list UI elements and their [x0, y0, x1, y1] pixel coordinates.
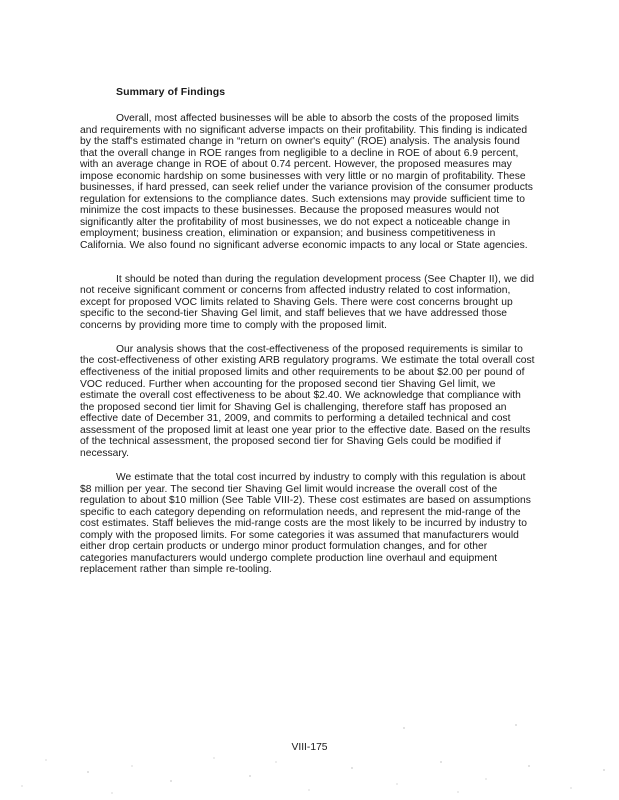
paragraph-total-cost: We estimate that the total cost incurred by industry to comply with this regulation is about $8 million per year. The second tier Shaving Gel limit would increase the overall cost of the regulation to about $10 million (See Table VIII-2). These cost estimates are based on assumptions specific to each category depending on reformulation needs, and represent the mid-range of the cost estimates. Staff believes the mid-range costs are the most likely to be incurred by industry to comply with the proposed limits. For some categories it was assumed that manufacturers would either drop certain products or undergo minor product formulation changes, and for other categories manufacturers would undergo complete production line overhaul and equipment replacement rather than simple re-tooling. [80, 471, 531, 576]
paragraph-cost-effectiveness: Our analysis shows that the cost-effectiveness of the proposed requirements is similar to the cost-effectiveness of other existing ARB regulatory programs. We estimate the total overall cost effectiveness of the initial proposed limits and other requirements to be about $2.00 per pound of VOC reduced. Further when accounting for the proposed second tier Shaving Gel limit, we estimate the overall cost effectiveness to be about $2.40. We acknowledge that compliance with the proposed second tier limit for Shaving Gel is challenging, therefore staff has proposed an effective date of December 31, 2009, and commits to performing a detailed technical and cost assessment of the proposed limit at least one year prior to the effective date. Based on the results of the technical assessment, the proposed second tier for Shaving Gels could be modified if necessary. [80, 343, 535, 459]
paragraph-regulation-development: It should be noted than during the regulation development process (See Chapter II), we did not receive significant comment or concerns from affected industry related to cost information, except for proposed VOC limits related to Shaving Gels. There were cost concerns brought up specific to the second-tier Shaving Gel limit, and staff believes that we have addressed those concerns by providing more time to comply with the proposed limit. [80, 273, 535, 331]
body-text [80, 113, 536, 588]
page-number: VIII-175 [291, 742, 328, 753]
section-heading: Summary of Findings [116, 86, 226, 98]
paragraph-overall-findings: Overall, most affected businesses will be able to absorb the costs of the proposed limits and requirements with no significant adverse impacts on their profitability. This finding is indicated by the staff's estimated change in “return on owner's equity” (ROE) analysis. The analysis found that the overall change in ROE ranges from negligible to a decline in ROE of about 6.9 percent, with an average change in ROE of about 0.74 percent. However, the proposed measures may impose economic hardship on some businesses with very little or no margin of profitability. These businesses, if hard pressed, can seek relief under the variance provision of the consumer products regulation for extensions to the compliance dates. Such extensions may provide sufficient time to minimize the cost impacts to these businesses. Because the proposed measures would not significantly alter the profitability of most businesses, we do not expect a noticeable change in employment; business creation, elimination or expansion; and business competitiveness in California. We also found no significant adverse economic impacts to any local or State agencies. [80, 113, 533, 252]
